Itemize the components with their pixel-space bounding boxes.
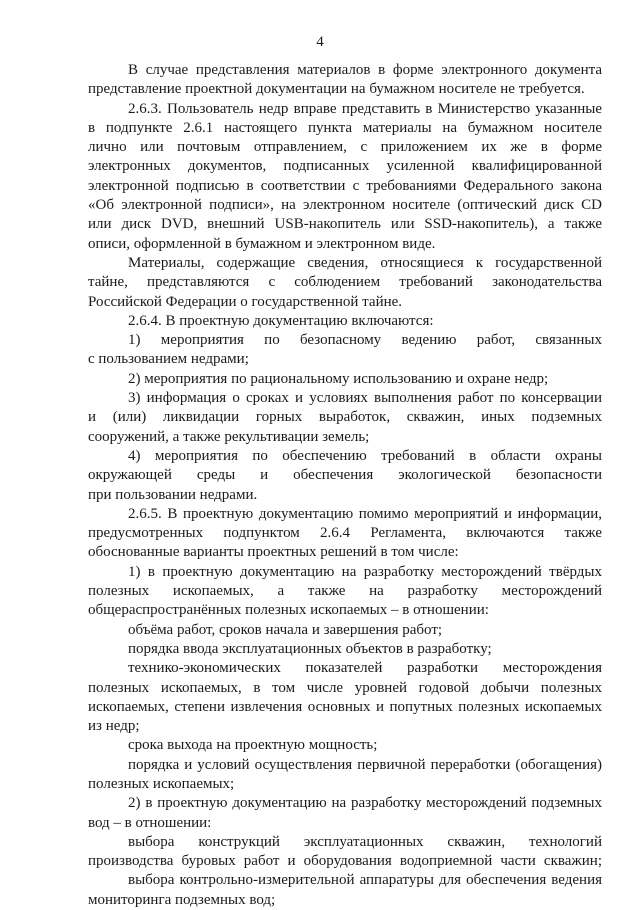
text-line: 2.6.5. В проектную документацию помимо мероприятий и информации, bbox=[128, 505, 602, 522]
document-body bbox=[88, 61, 602, 910]
text-line: предусмотренных подпунктом 2.6.4 Регламента, включаются также bbox=[88, 525, 602, 542]
text-line: выбора конструкций эксплуатационных скважин, технологий bbox=[128, 833, 602, 850]
text-line: вод – в отношении: bbox=[88, 814, 212, 831]
text-line: описи, оформленной в бумажном и электронном виде. bbox=[88, 235, 436, 252]
text-line: 2) в проектную документацию на разработку месторождений подземных bbox=[128, 795, 602, 812]
text-line: порядка ввода эксплуатационных объектов в разработку; bbox=[128, 640, 492, 657]
text-line: с пользованием недрами; bbox=[88, 351, 249, 368]
text-line: полезных ископаемых; bbox=[88, 775, 235, 792]
text-line: производства буровых работ и оборудования водоприемной части скважин; bbox=[88, 853, 602, 870]
text-line: или диск DVD, внешний USB-накопитель или SSD-накопитель), а также bbox=[88, 216, 602, 233]
text-line: мониторинга подземных вод; bbox=[88, 891, 276, 908]
text-line: 1) мероприятия по безопасному ведению работ, связанных bbox=[128, 332, 602, 349]
text-line: 4) мероприятия по обеспечению требований в области охраны bbox=[128, 447, 602, 464]
text-line: лично или почтовым отправлением, с приложением их же в форме bbox=[88, 139, 602, 156]
text-line: электронной подписью в соответствии с требованиями Федерального закона bbox=[88, 177, 602, 194]
text-line: и (или) ликвидации горных выработок, скважин, иных подземных bbox=[88, 409, 602, 426]
text-line: выбора контрольно-измерительной аппаратуры для обеспечения ведения bbox=[128, 872, 602, 889]
text-line: В случае представления материалов в форме электронного документа bbox=[128, 62, 602, 78]
text-line: сооружений, а также рекультивации земель; bbox=[88, 428, 370, 445]
text-line: срока выхода на проектную мощность; bbox=[128, 737, 378, 754]
text-line: тайне, представляются с соблюдением требований законодательства bbox=[88, 274, 602, 291]
text-line: общераспространённых полезных ископаемых – в отношении: bbox=[88, 602, 489, 619]
text-line: объёма работ, сроков начала и завершения работ; bbox=[128, 621, 443, 638]
text-line: электронных документов, подписанных усиленной квалифицированной bbox=[88, 158, 602, 175]
text-line: 1) в проектную документацию на разработку месторождений твёрдых bbox=[128, 563, 602, 580]
text-line: при пользовании недрами. bbox=[88, 486, 258, 503]
text-line: порядка и условий осуществления первичной переработки (обогащения) bbox=[128, 756, 602, 773]
text-line: Материалы, содержащие сведения, относящиеся к государственной bbox=[128, 254, 602, 271]
text-line: полезных ископаемых, в том числе уровней годовой добычи полезных bbox=[88, 679, 602, 696]
text-line: окружающей среды и обеспечения экологической безопасности bbox=[88, 467, 602, 484]
text-line: из недр; bbox=[88, 718, 140, 735]
text-line: 2) мероприятия по рациональному использованию и охране недр; bbox=[128, 370, 549, 387]
text-line: обоснованные варианты проектных решений в том числе: bbox=[88, 544, 459, 561]
text-line: «Об электронной подписи», на электронном носителе (оптический диск CD bbox=[88, 197, 602, 214]
text-line: полезных ископаемых, а также на разработку месторождений bbox=[88, 583, 602, 600]
text-line: 3) информация о сроках и условиях выполнения работ по консервации bbox=[128, 390, 602, 407]
text-line: в подпункте 2.6.1 настоящего пункта материалы на бумажном носителе bbox=[88, 119, 602, 136]
page-number: 4 bbox=[316, 34, 324, 50]
text-line: технико-экономических показателей разработки месторождения bbox=[128, 660, 602, 677]
text-line: 2.6.3. Пользователь недр вправе представить в Министерство указанные bbox=[128, 100, 602, 117]
text-line: представление проектной документации на бумажном носителе не требуется. bbox=[88, 81, 585, 98]
text-line: 2.6.4. В проектную документацию включаются: bbox=[128, 312, 434, 329]
text-line: Российской Федерации о государственной тайне. bbox=[88, 293, 403, 310]
text-line: ископаемых, степени извлечения основных и попутных полезных ископаемых bbox=[88, 698, 602, 715]
